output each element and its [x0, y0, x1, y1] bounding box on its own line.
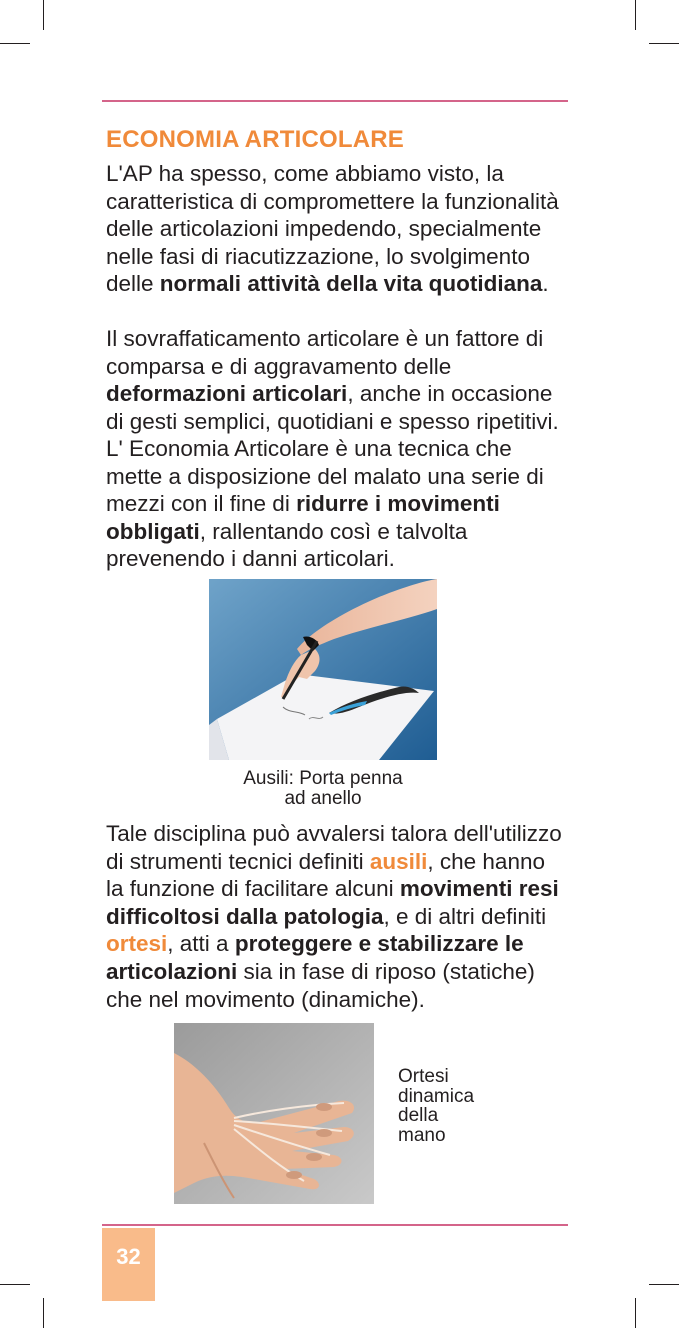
crop-mark [0, 43, 30, 44]
hand-orthosis-photo [174, 1023, 374, 1204]
intro-paragraph-3 [106, 435, 566, 573]
ortesi-term: ortesi [106, 931, 168, 957]
p2-end: , anche in occasione di gesti semplici, quotidiani e spesso ripetitivi. [106, 381, 559, 434]
p1-bold: normali attività della vita quotidiana [159, 271, 543, 297]
body-text-5: , e di altri definiti [383, 903, 547, 929]
p3-end: , rallentando così e talvolta prevenendo i danni articolari. [106, 518, 468, 572]
section-title: ECONOMIA ARTICOLARE [106, 126, 405, 153]
pen-holder-photo [209, 579, 437, 760]
figure2-caption-line: Ortesi [398, 1066, 449, 1087]
intro-paragraph-2 [106, 325, 566, 435]
figure2-caption [398, 1067, 498, 1145]
body-bold-1: movimenti resi difficoltosi dalla patologia [106, 876, 559, 929]
figure1-caption-line2: ad anello [284, 788, 362, 809]
body-bold-2: proteggere e stabilizzare le articolazioni [106, 931, 524, 984]
figure2-caption-line: della [398, 1105, 439, 1126]
page-number-box [102, 1228, 155, 1301]
page-number: 32 [116, 1244, 141, 1269]
top-divider [102, 100, 568, 102]
p3-text: L' Economia Articolare è una tecnica che mette a disposizione del malato una serie di mezzi con il fine di [106, 436, 544, 517]
p1-text: L'AP ha spesso, come abbiamo visto, la caratteristica di compromettere la funzionalità delle articolazioni impedendo, specialmente nelle fasi di riacutizzazione, lo svolgimento delle [106, 161, 559, 297]
bottom-divider [102, 1224, 568, 1226]
p1-end: . [542, 271, 549, 297]
crop-mark [649, 43, 679, 44]
crop-mark [635, 0, 636, 30]
figure2-caption-line: mano [398, 1124, 446, 1146]
hand-orthosis-illustration [174, 1023, 374, 1204]
crop-mark [635, 1298, 636, 1328]
p3-bold: ridurre i movimenti obbligati [106, 491, 500, 544]
ausili-term: ausili [369, 848, 428, 874]
crop-mark [43, 0, 44, 30]
figure2-caption-line: dinamica [398, 1085, 475, 1107]
p2-bold: deformazioni articolari [106, 381, 348, 407]
p2-text: Il sovraffaticamento articolare è un fattore di comparsa e di aggravamento delle [106, 326, 544, 379]
body-text-7: , atti a [167, 931, 235, 957]
body-paragraph [106, 820, 566, 1013]
pen-holder-illustration [209, 579, 437, 760]
figure1-caption [209, 769, 437, 809]
figure1-caption-line1: Ausili: Porta penna [243, 768, 403, 789]
crop-mark [0, 1284, 30, 1285]
body-text-1: Tale disciplina può avvalersi talora dell'utilizzo di strumenti tecnici definiti [106, 821, 562, 874]
body-text-3: , che hanno la funzione di facilitare alcuni [106, 848, 545, 902]
intro-paragraph-1 [106, 160, 566, 298]
body-text-9: sia in fase di riposo (statiche) che nel movimento (dinamiche). [106, 958, 535, 1012]
crop-mark [649, 1284, 679, 1285]
crop-mark [43, 1298, 44, 1328]
